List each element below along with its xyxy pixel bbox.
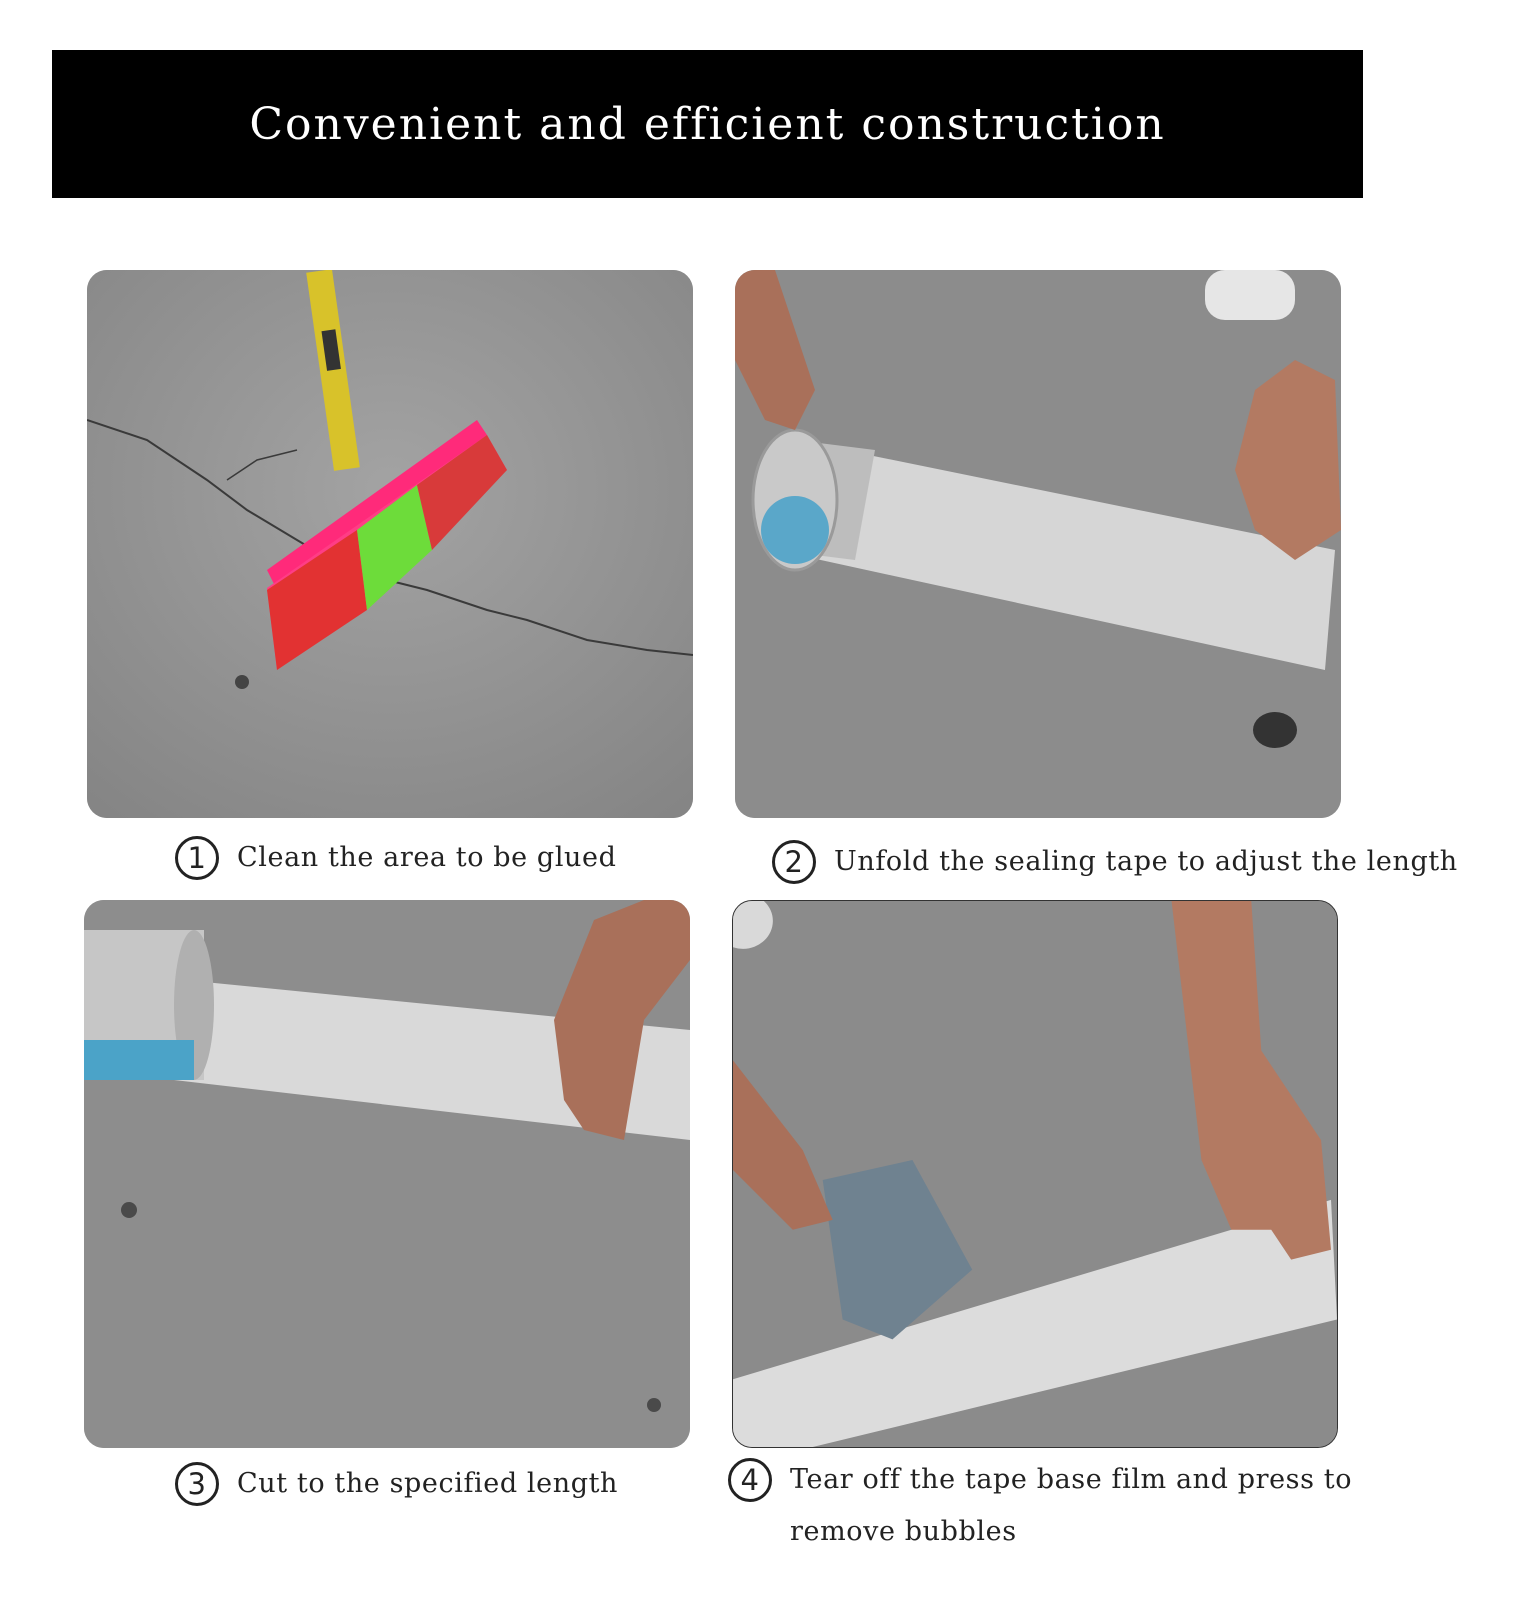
step-1-caption (175, 836, 617, 880)
step-number-badge: 3 (175, 1462, 219, 1506)
step-3-photo (84, 900, 690, 1448)
step-3-caption (175, 1462, 618, 1506)
header-banner (52, 50, 1363, 198)
step-4-caption (728, 1458, 1408, 1558)
step-4-photo (732, 900, 1338, 1448)
tape-roll-illustration (84, 900, 690, 1448)
step-number-badge: 2 (772, 840, 816, 884)
step-number-badge: 4 (728, 1458, 772, 1502)
step-2-caption (772, 840, 1458, 884)
step-2-photo (735, 270, 1341, 818)
broom-sweeping-illustration (87, 270, 693, 818)
page-title: Convenient and efficient construction (249, 98, 1166, 150)
step-3-text: Cut to the specified length (237, 1468, 619, 1499)
step-1-photo (87, 270, 693, 818)
step-number-badge: 1 (175, 836, 219, 880)
unrolling-tape-illustration (735, 270, 1341, 818)
step-2-text: Unfold the sealing tape to adjust the length (834, 846, 1458, 877)
step-4-text: Tear off the tape base film and press to remove bubbles (790, 1464, 1353, 1547)
peeling-film-illustration (733, 901, 1337, 1447)
step-1-text: Clean the area to be glued (237, 842, 617, 873)
